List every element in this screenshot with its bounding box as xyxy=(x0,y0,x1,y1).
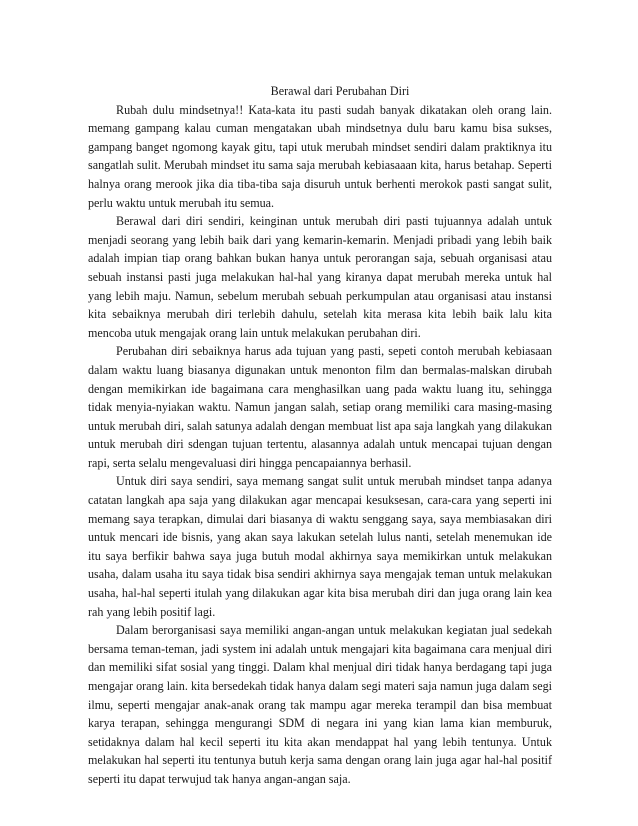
paragraph-4: Untuk diri saya sendiri, saya memang sangat sulit untuk merubah mindset tanpa adanya catatan langkah apa saja yang dilakukan agar mencapai kesuksesan, cara-cara yang seperti ini memang saya terapkan, dimulai dari biasanya di waktu senggang saya, saya membiasakan diri untuk mencari ide bisnis, yang akan saya lakukan setelah lulus nanti, setelah menemukan ide itu saya berfikir bahwa saya juga butuh modal akhirnya saya memikirkan untuk melakukan usaha, dalam usaha itu saya tidak bisa sendiri akhirnya saya mengajak teman untuk melakukan usaha, hal-hal seperti itulah yang dilakukan agar kita bisa merubah diri dan juga orang lain kea rah yang lebih positif lagi. xyxy=(88,474,552,619)
document-title: Berawal dari Perubahan Diri xyxy=(270,84,410,98)
paragraph-2: Berawal dari diri sendiri, keinginan untuk merubah diri pasti tujuannya adalah untuk menjadi seorang yang lebih baik dari yang kemarin-kemarin. Menjadi pribadi yang lebih baik adalah impian tiap orang bahkan bukan hanya untuk perorangan saja, sebuah organisasi atau sebuah instansi pasti juga melakukan hal-hal yang kiranya dapat merubah mereka untuk hal yang lebih maju. Namun, sebelum merubah sebuah perkumpulan atau organisasi atau instansi kita sebaiknya merubah diri terlebih dahulu, setelah kita merasa kita lebih baik lalu kita mencoba utuk mengajak orang lain untuk melakukan perubahan diri. xyxy=(88,214,552,340)
paragraph-3: Perubahan diri sebaiknya harus ada tujuan yang pasti, sepeti contoh merubah kebiasaan dalam waktu luang biasanya digunakan untuk menonton film dan bermalas-malskan dirubah dengan memikirkan ide bagaimana cara menghasilkan uang pada waktu luang itu, sehingga tidak menyia-nyiakan waktu. Namun jangan salah, setiap orang memiliki cara masing-masing untuk merubah diri, salah satunya adalah dengan membuat list apa saja langkah yang dilakukan untuk merubah diri sdengan tujuan tertentu, alasannya adalah untuk mencapai tujuan dengan rapi, serta selalu mengevaluasi diri hingga pencapaiannya berhasil. xyxy=(88,344,552,470)
paragraph-1: Rubah dulu mindsetnya!! Kata-kata itu pasti sudah banyak dikatakan oleh orang lain. memang gampang kalau cuman mengatakan ubah mindsetnya dulu baru kamu bisa sukses, gampang banget ngomong kayak gitu, tapi utuk merubah mindset sendiri dalam praktiknya itu sangatlah sulit. Merubah mindset itu sama saja merubah kebiasaaan kita, harus betahap. Seperti halnya orang merook jika dia tiba-tiba saja disuruh untuk berhenti merokok pasti sangat sulit, perlu waktu untuk merubah itu semua. xyxy=(88,102,552,210)
document-body xyxy=(88,82,552,789)
paragraph-5: Dalam berorganisasi saya memiliki angan-angan untuk melakukan kegiatan jual sedekah bersama teman-teman, jadi system ini adalah untuk mengajari kita bagaimana cara menjual diri dan memiliki sifat sosial yang tinggi. Dalam khal menjual diri tidak hanya berdagang tapi juga mengajar orang lain. kita bersedekah tidak hanya dalam segi materi saja namun juga dalam segi ilmu, seperti mengajar anak-anak orang tak mampu agar mereka terampil dan bisa membuat karya terapan, sehingga mengurangi SDM di negara ini yang kian lama kian memburuk, setidaknya dalam hal kecil seperti itu kita akan mendappat hal yang lebih tentunya. Untuk melakukan hal seperti itu tentunya butuh kerja sama dengan orang lain juga agar hal-hal positif seperti itu dapat terwujud tak hanya angan-angan saja. xyxy=(88,623,552,786)
